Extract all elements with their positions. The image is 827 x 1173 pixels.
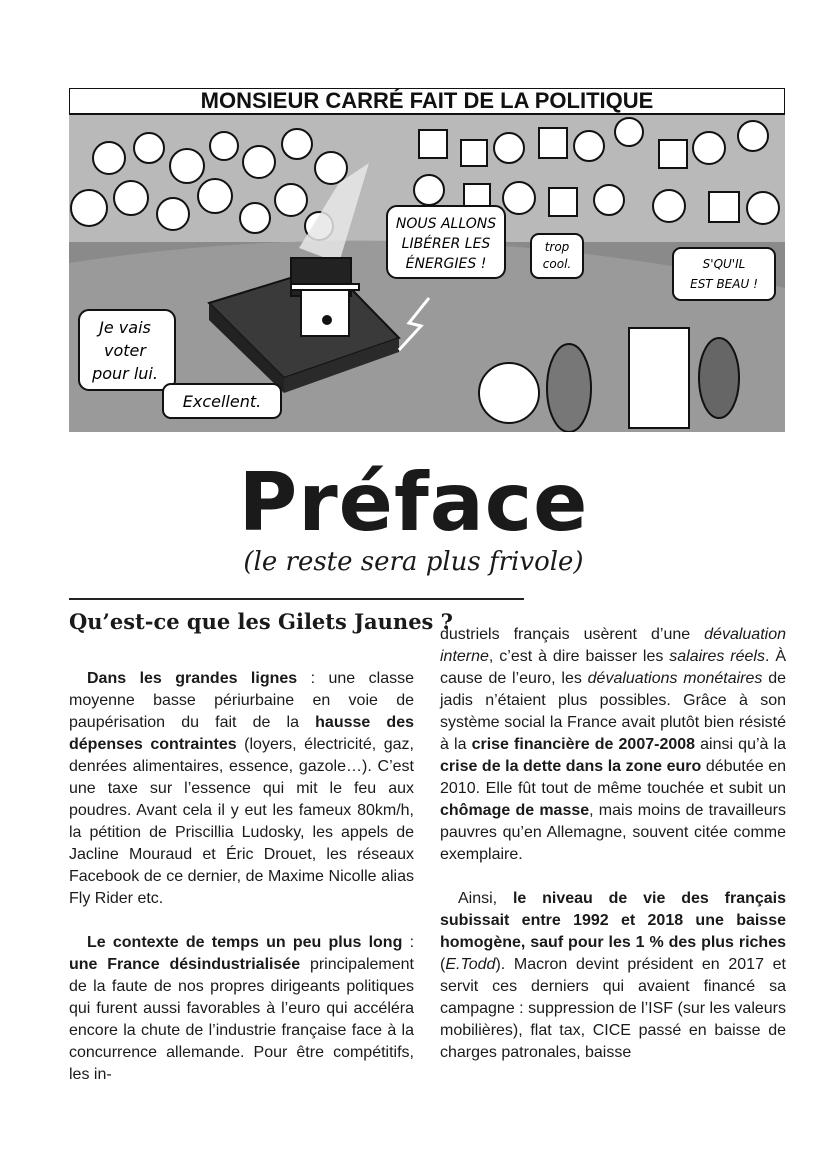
body-text: principalement de la faute de nos propres dirigeants politiques qui furent aussi favorables à l’euro qui accéléra encore la chute de l’industrie française face à la concurrence allemande. Pour être compétitifs, les in- xyxy=(69,956,414,1083)
column-left xyxy=(69,668,414,1086)
body-text: , mais moins de travailleurs pauvres qu’en Allemagne, souvent citée comme exemplaire. xyxy=(440,802,787,863)
section-heading: Qu’est-ce que les Gilets Jaunes ? xyxy=(69,609,453,634)
bubble-energies-line2: LIBÉRER LES xyxy=(401,236,491,252)
bubble-vote-line1: Je vais xyxy=(99,318,151,337)
bold-text: Le contexte de temps un peu plus long xyxy=(87,934,403,951)
italic-text: salaires réels xyxy=(669,648,765,665)
bold-text: Dans les grandes lignes xyxy=(87,670,298,687)
bold-text: hausse des dépenses contraintes xyxy=(69,714,415,753)
comic-banner: MONSIEUR CARRÉ FAIT DE LA POLITIQUE xyxy=(200,88,654,113)
paragraph-niveau-de-vie xyxy=(440,888,786,1064)
page-subtitle: (le reste sera plus frivole) xyxy=(243,547,584,577)
body-text: : une classe moyenne basse périurbaine en voie de paupérisation du fait de la xyxy=(69,670,414,731)
bubble-beau-line2: EST BEAU ! xyxy=(690,277,758,291)
body-text: : xyxy=(402,934,415,951)
bubble-vote-line3: pour lui. xyxy=(92,364,158,383)
bubble-vote-line2: voter xyxy=(104,341,146,360)
bubble-beau-line1: S'QU'IL xyxy=(702,257,746,271)
column-right xyxy=(440,624,786,1064)
paragraph-devaluation xyxy=(440,624,786,866)
bubble-excellent xyxy=(163,384,281,418)
bubble-trop-cool-line2: cool. xyxy=(542,257,572,271)
page-title: Préface xyxy=(238,456,589,549)
body-text: ). Macron devint président en 2017 et servit ces derniers qui avaient financé sa campagne : suppression de l’ISF (sur les valeurs mobilières), flat tax, CICE passé en baisse de charges patronales, baisse xyxy=(440,956,786,1061)
italic-text: dévaluations monétaires xyxy=(587,670,763,687)
bold-text: crise de la dette dans la zone euro xyxy=(440,758,702,775)
italic-text: dévaluation interne xyxy=(440,626,786,665)
paragraph-contexte xyxy=(69,932,414,1086)
body-text: , c’est à dire baisser les xyxy=(488,648,670,665)
bubble-trop-cool xyxy=(531,234,583,278)
body-text: ainsi qu’à la xyxy=(695,736,786,753)
heading-rule xyxy=(69,598,524,600)
body-text: dustriels français usèrent d’une xyxy=(440,626,705,643)
body-text: débutée en 2010. Elle fût tout de même touchée et subit un xyxy=(440,758,786,797)
body-text: ( xyxy=(440,956,446,973)
body-text: . À cause de l’euro, les xyxy=(440,648,786,687)
bold-text: le niveau de vie des français subissait entre 1992 et 2018 une baisse homogène, sauf pour les 1 % des plus riches xyxy=(440,890,787,951)
italic-text: E.Todd xyxy=(445,956,496,973)
bubble-energies-line3: ÉNERGIES ! xyxy=(405,256,487,272)
bubble-energies-line1: NOUS ALLONS xyxy=(395,216,497,232)
bold-text: chômage de masse xyxy=(440,802,590,819)
body-text: de jadis n’étaient plus possibles. Grâce à son système social la France avait plutôt bien résisté à la xyxy=(440,670,786,753)
character-monsieur-carre xyxy=(291,258,359,336)
bubble-vote xyxy=(79,310,175,390)
paragraph-grandes-lignes xyxy=(69,668,414,910)
bold-text: une France désindustrialisée xyxy=(69,956,301,973)
bubble-trop-cool-line1: trop xyxy=(544,240,570,254)
bubble-energies xyxy=(387,206,505,278)
comic-illustration xyxy=(69,88,785,432)
body-text: (loyers, électricité, gaz, denrées alimentaires, essence, gazole…). C’est une taxe sur l’essence qui mit le feu aux poudres. Avant cela il y eut les fameux 80km/h, la pétition de Priscillia Ludosky, les appels de Jacline Mouraud et Éric Drouet, les réseaux Facebook de ce dernier, de Maxime Nicolle alias Fly Rider etc. xyxy=(69,736,414,907)
bubble-excellent-text: Excellent. xyxy=(182,392,262,411)
body-text: Ainsi, xyxy=(458,890,513,907)
bold-text: crise financière de 2007-2008 xyxy=(471,736,696,753)
bubble-beau xyxy=(673,248,775,300)
